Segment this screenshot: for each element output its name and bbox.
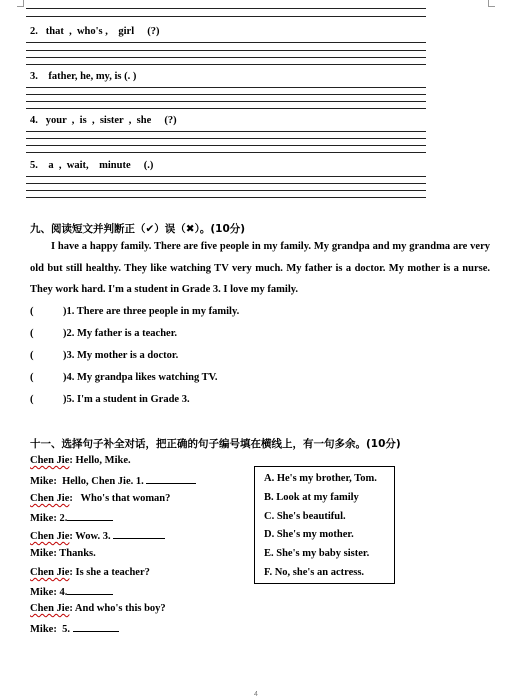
writing-line[interactable] [26,131,426,132]
section-9-heading: 九、阅读短文并判断正（✔）误（✖）。(10分) [30,223,246,235]
writing-line[interactable] [26,197,426,198]
option-e: E. She's my baby sister. [264,548,370,559]
answer-blank-4[interactable] [67,585,113,595]
writing-line[interactable] [26,94,426,95]
speaker-name: Chen Jie [30,455,70,466]
dialogue-line: Mike: Hello, Chen Jie. 1. [30,474,196,487]
writing-line[interactable] [26,190,426,191]
section-11-heading: 十一、选择句子补全对话，把正确的句子编号填在横线上，有一句多余。(10分) [30,438,401,450]
page-number: 4 [254,691,258,698]
writing-line [26,8,426,9]
writing-line[interactable] [26,64,426,65]
speaker-name: Chen Jie [30,603,70,614]
writing-line[interactable] [26,138,426,139]
judgement-item-1[interactable]: ( )1. There are three people in my family. [30,306,240,317]
reorder-question-5: 5. a , wait, minute (.) [30,160,154,171]
writing-line[interactable] [26,57,426,58]
speaker-name: Chen Jie [30,493,70,504]
reorder-question-4: 4. your , is , sister , she (?) [30,115,177,126]
speaker-name: Mike [30,624,54,635]
option-b: B. Look at my family [264,492,359,503]
writing-line[interactable] [26,108,426,109]
dialogue-line: Chen Jie: Who's that woman? [30,493,171,504]
dialogue-line: Chen Jie: Wow. 3. [30,529,165,542]
answer-blank-1[interactable] [146,474,196,484]
speaker-name: Chen Jie [30,567,70,578]
judgement-item-5[interactable]: ( )5. I'm a student in Grade 3. [30,394,190,405]
dialogue-line: Chen Jie: And who's this boy? [30,603,166,614]
writing-line[interactable] [26,176,426,177]
answer-blank-2[interactable] [67,511,113,521]
dialogue-line: Chen Jie: Is she a teacher? [30,567,150,578]
speaker-name: Mike [30,587,54,598]
reorder-question-2: 2. that , who's , girl (?) [30,26,160,37]
dialogue-line: Mike: 5. [30,622,119,635]
writing-line[interactable] [26,145,426,146]
speaker-name: Chen Jie [30,531,70,542]
writing-line[interactable] [26,87,426,88]
dialogue-line: Chen Jie: Hello, Mike. [30,455,131,466]
options-box [254,466,395,584]
speaker-name: Mike [30,513,54,524]
speaker-name: Mike [30,476,54,487]
judgement-item-2[interactable]: ( )2. My father is a teacher. [30,328,178,339]
judgement-item-3[interactable]: ( )3. My mother is a doctor. [30,350,179,361]
passage-text: I have a happy family. There are five people in my family. My grandpa and my grandma are very old but still healthy. They like watching TV very much. My father is a doctor. My mother is a nurse. They work hard. I'm a student in Grade 3. I love my family. [30,241,490,296]
writing-line[interactable] [26,50,426,51]
reorder-question-3: 3. father, he, my, is (. ) [30,71,137,82]
corner-crop-mark [17,0,24,7]
answer-blank-5[interactable] [73,622,119,632]
dialogue-line: Mike: Thanks. [30,548,96,559]
writing-line[interactable] [26,152,426,153]
option-d: D. She's my mother. [264,529,354,540]
judgement-item-4[interactable]: ( )4. My grandpa likes watching TV. [30,372,218,383]
writing-line[interactable] [26,183,426,184]
option-f: F. No, she's an actress. [264,567,365,578]
speaker-name: Mike [30,548,54,559]
corner-crop-mark [488,0,495,7]
reading-passage [30,236,490,301]
writing-line [26,16,426,17]
option-c: C. She's beautiful. [264,511,346,522]
dialogue-line: Mike: 2. [30,511,113,524]
answer-blank-3[interactable] [113,529,165,539]
writing-line[interactable] [26,42,426,43]
dialogue-line: Mike: 4. [30,585,113,598]
writing-line[interactable] [26,101,426,102]
option-a: A. He's my brother, Tom. [264,473,377,484]
